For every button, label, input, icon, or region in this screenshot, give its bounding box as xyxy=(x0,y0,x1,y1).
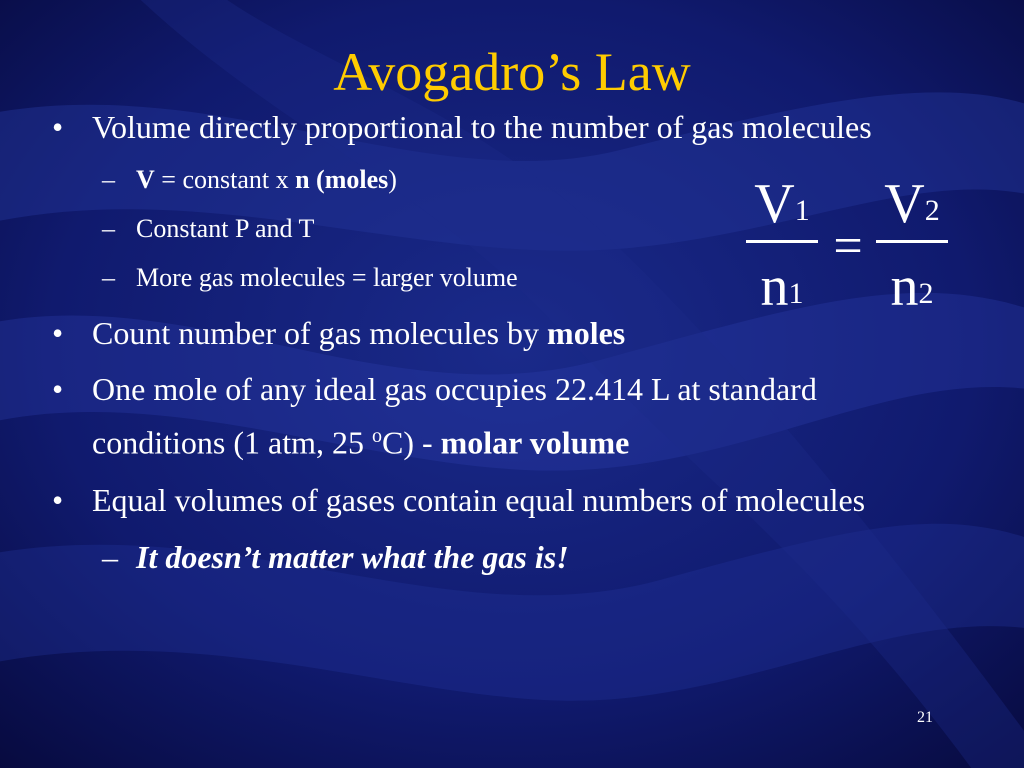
bullet-molar-volume xyxy=(52,366,932,467)
bullet-marker: • xyxy=(52,109,64,145)
avogadro-formula xyxy=(740,168,954,328)
bullet-marker: • xyxy=(52,315,64,351)
fraction-bar xyxy=(746,240,818,243)
denominator-symbol: n xyxy=(760,256,789,318)
page-number: 21 xyxy=(917,709,933,726)
sub-bullet-text: = constant x xyxy=(154,165,296,194)
sub-bullet-text-end: ) xyxy=(388,165,397,194)
bullet-equal-volumes xyxy=(52,477,932,524)
fraction-bar xyxy=(876,240,948,243)
bullet-text-after: C) - xyxy=(381,424,441,461)
bullet-bold-text: molar volume xyxy=(440,424,630,461)
denominator-symbol: n xyxy=(890,256,919,318)
numerator-subscript: 1 xyxy=(794,194,810,227)
fraction-left xyxy=(740,168,824,323)
sub-bullet-text: More gas molecules = larger volume xyxy=(136,263,518,292)
sub-bullet-marker: – xyxy=(102,538,118,575)
bullet-bold-text: moles xyxy=(547,315,626,351)
denominator-subscript: 1 xyxy=(788,277,804,310)
numerator-v1 xyxy=(740,168,824,240)
degree-superscript: o xyxy=(371,425,382,447)
equals-sign: = xyxy=(833,218,863,275)
bullet-marker: • xyxy=(52,371,64,407)
bullet-text: Equal volumes of gases contain equal numbers of molecules xyxy=(92,481,866,518)
sub-bullet-text: Constant P and T xyxy=(136,214,315,243)
numerator-symbol: V xyxy=(884,173,925,235)
sub-bullet-marker: – xyxy=(102,214,115,243)
sub-bullet-bold-v: V xyxy=(136,165,155,194)
slide-title: Avogadro’s Law xyxy=(333,42,691,102)
numerator-symbol: V xyxy=(754,173,795,235)
bullet-volume-proportional xyxy=(52,104,932,151)
denominator-n1 xyxy=(740,251,824,323)
numerator-subscript: 2 xyxy=(924,194,940,227)
numerator-v2 xyxy=(870,168,954,240)
bullet-text: Count number of gas molecules by xyxy=(92,315,548,351)
sub-bullet-marker: – xyxy=(102,263,115,292)
denominator-n2 xyxy=(870,251,954,323)
bullet-text: One mole of any ideal gas occupies 22.414 L at standard conditions (1 atm, 25 xyxy=(92,371,817,461)
denominator-subscript: 2 xyxy=(918,277,934,310)
sub-bullet-any-gas xyxy=(52,534,932,581)
sub-bullet-bold-n: n (moles xyxy=(295,165,389,194)
fraction-right xyxy=(870,168,954,323)
sub-bullet-text: It doesn’t matter what the gas is! xyxy=(136,538,569,575)
bullet-text: Volume directly proportional to the number of gas molecules xyxy=(92,109,872,145)
bullet-marker: • xyxy=(52,481,64,518)
sub-bullet-marker: – xyxy=(102,165,115,194)
